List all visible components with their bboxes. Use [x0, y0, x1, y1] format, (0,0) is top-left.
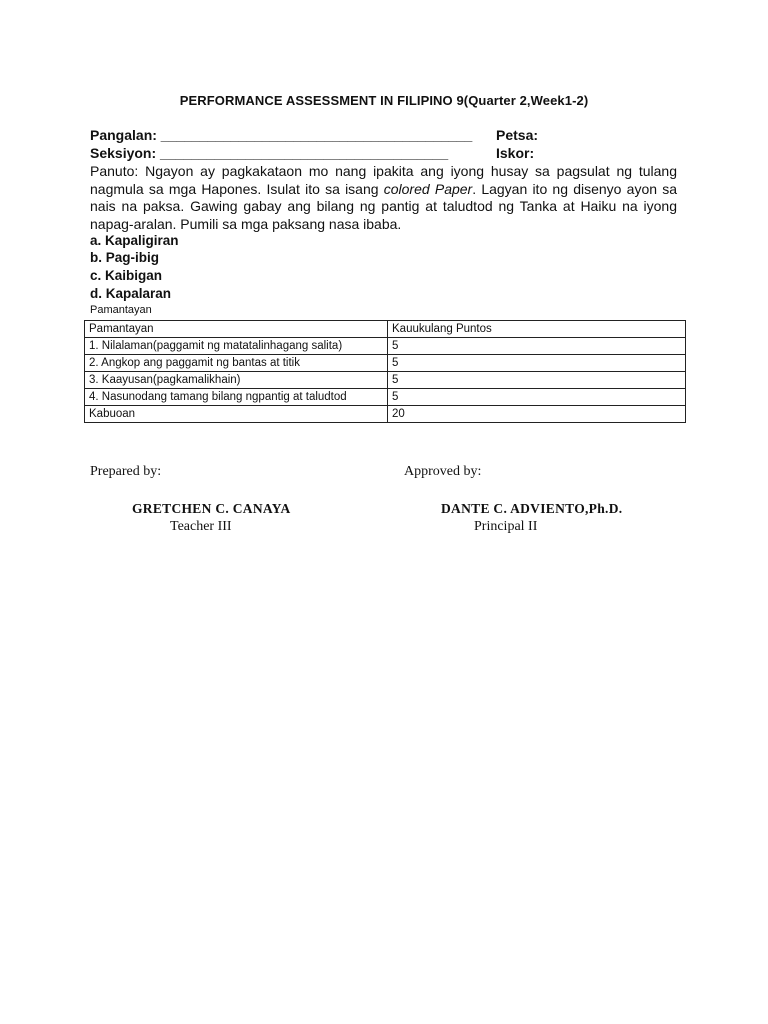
name-blank-line: ________________________________________ — [160, 127, 473, 143]
instructions-emphasis: colored Paper — [383, 180, 473, 197]
points-cell: 5 — [388, 355, 686, 372]
name-label: Pangalan: — [90, 127, 157, 143]
table-total-row — [85, 406, 686, 423]
criteria-caption: Pamantayan — [90, 304, 152, 316]
approver-name: DANTE C. ADVIENTO,Ph.D. — [441, 501, 623, 516]
criterion-cell: 1. Nilalaman(paggamit ng matatalinhagang salita) — [85, 338, 388, 355]
table-row — [85, 338, 686, 355]
topic-option: c. Kaibigan — [90, 268, 163, 283]
criterion-cell: 2. Angkop ang paggamit ng bantas at titik — [85, 355, 388, 372]
instructions-paragraph — [90, 163, 677, 233]
points-cell: 5 — [388, 389, 686, 406]
name-field — [90, 127, 472, 143]
score-label: Iskor: — [496, 145, 535, 161]
column-header: Pamantayan — [85, 321, 388, 338]
preparer-position: Teacher III — [170, 519, 232, 534]
topic-option: b. Pag-ibig — [90, 250, 159, 265]
approved-by-label: Approved by: — [404, 464, 482, 479]
section-label: Seksiyon: — [90, 145, 157, 161]
criterion-cell: 4. Nasunodang tamang bilang ngpantig at taludtod — [85, 389, 388, 406]
table-row — [85, 389, 686, 406]
points-cell: 5 — [388, 372, 686, 389]
points-cell: 5 — [388, 338, 686, 355]
instructions-text-2: . Lagyan ito ng disenyo ayon sa nais na paksa. Gawing gabay ang bilang ng pantig at taludtod ng Tanka at Haiku na iyong napag-aralan. Pumili sa mga paksang nasa ibaba. — [90, 180, 678, 232]
instructions-text-1: Panuto: Ngayon ay pagkakataon mo nang ipakita ang iyong husay sa pagsulat ng tulang nagmula sa mga Hapones. Isulat ito sa isang — [90, 163, 677, 197]
topic-option: a. Kapaligiran — [90, 233, 179, 248]
section-field — [90, 145, 448, 161]
total-label-cell: Kabuoan — [85, 406, 388, 423]
rubric-table — [84, 320, 686, 423]
criterion-cell: 3. Kaayusan(pagkamalikhain) — [85, 372, 388, 389]
table-row — [85, 372, 686, 389]
date-label: Petsa: — [496, 127, 539, 143]
preparer-name: GRETCHEN C. CANAYA — [132, 501, 291, 516]
approver-position: Principal II — [474, 519, 538, 534]
total-points-cell: 20 — [388, 406, 686, 423]
table-row — [85, 355, 686, 372]
prepared-by-label: Prepared by: — [90, 464, 162, 479]
document-title: PERFORMANCE ASSESSMENT IN FILIPINO 9(Quarter 2,Week1-2) — [179, 93, 589, 108]
column-header: Kauukulang Puntos — [388, 321, 686, 338]
table-header-row — [85, 321, 686, 338]
section-blank-line: _____________________________________ — [160, 145, 449, 161]
topic-option: d. Kapalaran — [90, 286, 172, 301]
